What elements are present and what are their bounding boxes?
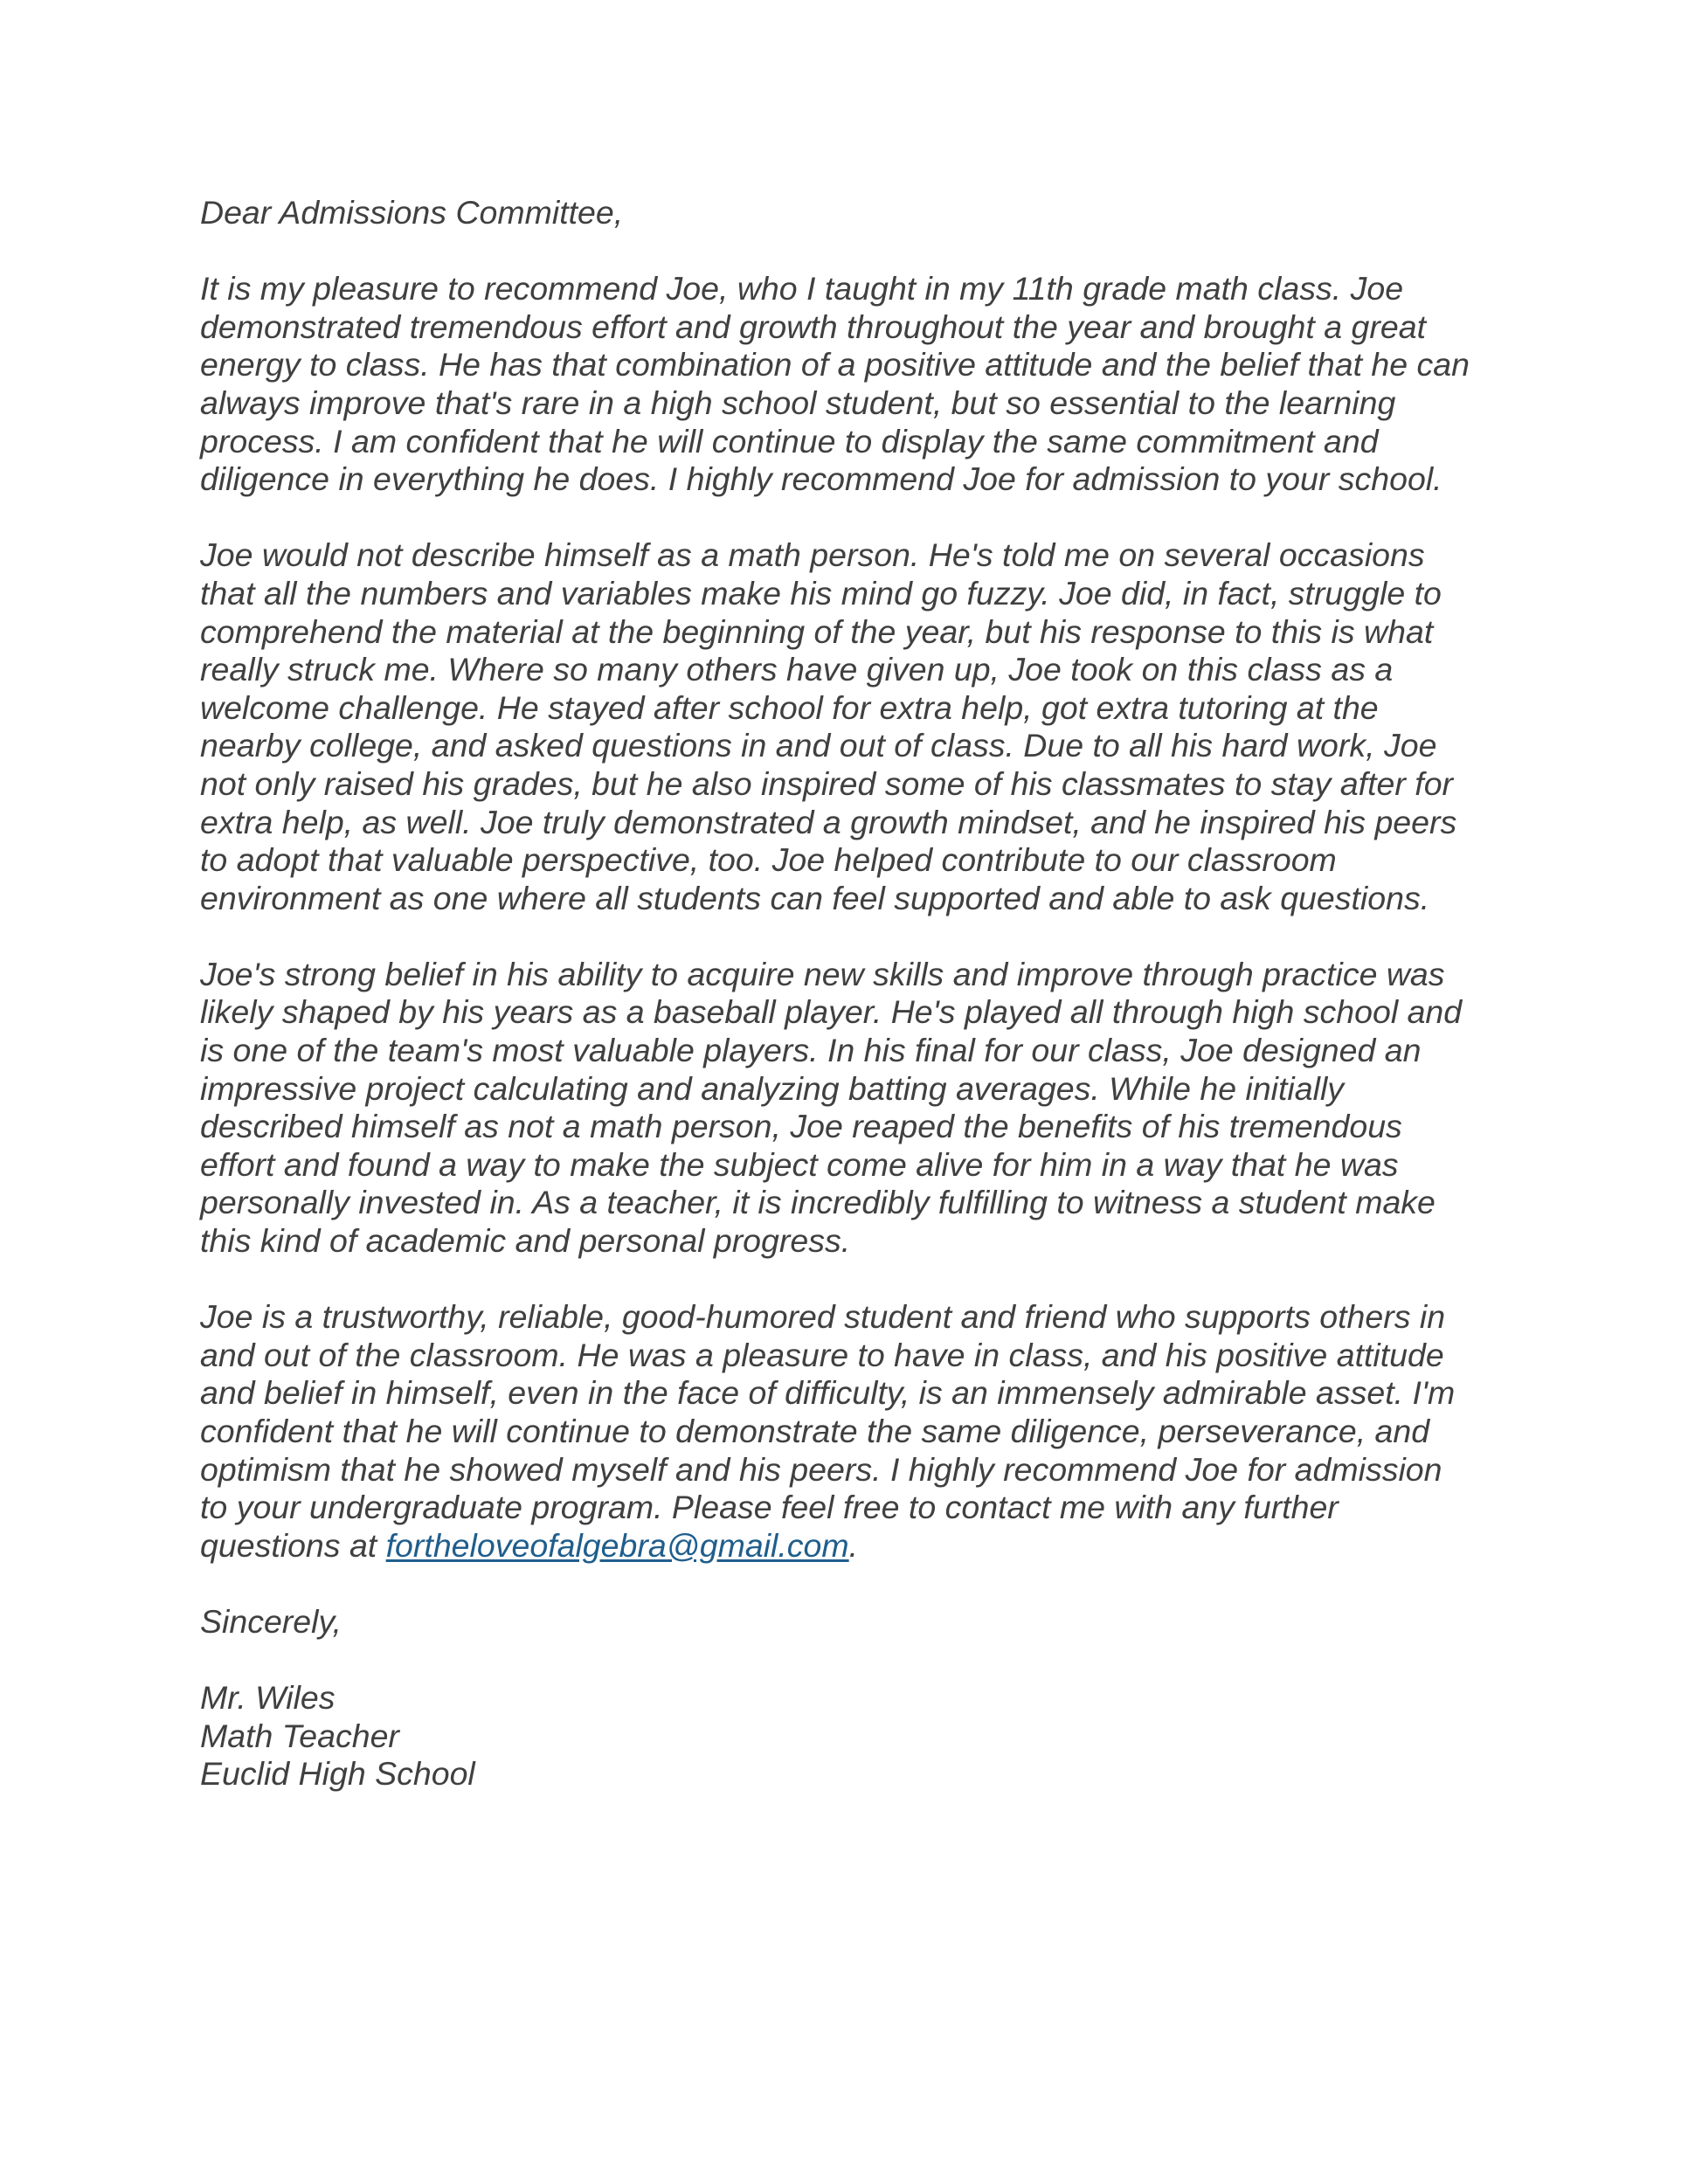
closing: Sincerely, xyxy=(200,1602,342,1640)
signature-school: Euclid High School xyxy=(200,1755,475,1793)
paragraph-4-last-line xyxy=(200,1527,1546,1565)
paragraph-1-line: diligence in everything he does. I highly recommend Joe for admission to your school. xyxy=(200,460,1442,498)
letter-body xyxy=(200,194,1546,1794)
paragraph-1-line: always improve that's rare in a high school student, but so essential to the learning xyxy=(200,384,1396,421)
paragraph-4-line: to your undergraduate program. Please feel free to contact me with any further xyxy=(200,1489,1339,1526)
paragraph-2-line: extra help, as well. Joe truly demonstrated a growth mindset, and he inspired his peers xyxy=(200,803,1457,840)
paragraph-spacer xyxy=(200,499,1546,537)
paragraph-2-line: that all the numbers and variables make his mind go fuzzy. Joe did, in fact, struggle to xyxy=(200,574,1442,612)
paragraph-3-line: personally invested in. As a teacher, it is incredibly fulfilling to witness a student make xyxy=(200,1184,1435,1221)
paragraph-3 xyxy=(200,956,1546,1261)
paragraph-3-line: effort and found a way to make the subject come alive for him in a way that he was xyxy=(200,1145,1399,1183)
paragraph-4-line: and belief in himself, even in the face of difficulty, is an immensely admirable asset. I'm xyxy=(200,1374,1456,1412)
paragraph-3-line: described himself as not a math person, Joe reaped the benefits of his tremendous xyxy=(200,1108,1402,1145)
paragraph-4 xyxy=(200,1298,1546,1565)
paragraph-1-line: process. I am confident that he will continue to display the same commitment and xyxy=(200,422,1379,460)
paragraph-4-last-suffix: . xyxy=(848,1526,859,1564)
paragraph-3-line: likely shaped by his years as a baseball player. He's played all through high school and xyxy=(200,993,1463,1031)
paragraph-1-line: It is my pleasure to recommend Joe, who I taught in my 11th grade math class. Joe xyxy=(200,270,1404,308)
paragraph-3-line: is one of the team's most valuable players. In his final for our class, Joe designed an xyxy=(200,1032,1422,1069)
paragraph-3-line: Joe's strong belief in his ability to acquire new skills and improve through practice was xyxy=(200,955,1445,992)
paragraph-1-line: energy to class. He has that combination of a positive attitude and the belief that he can xyxy=(200,346,1470,384)
paragraph-spacer xyxy=(200,1261,1546,1299)
paragraph-4-line: optimism that he showed myself and his peers. I highly recommend Joe for admission xyxy=(200,1450,1442,1488)
paragraph-2-line: nearby college, and asked questions in and out of class. Due to all his hard work, Joe xyxy=(200,727,1437,764)
signature-name: Mr. Wiles xyxy=(200,1679,336,1717)
paragraph-4-line: Joe is a trustworthy, reliable, good-humored student and friend who supports others in xyxy=(200,1298,1446,1336)
paragraph-1-line: demonstrated tremendous effort and growth throughout the year and brought a great xyxy=(200,308,1426,345)
signature-block xyxy=(200,1679,1546,1794)
paragraph-2-line: environment as one where all students can feel supported and able to ask questions. xyxy=(200,879,1430,916)
paragraph-3-line: impressive project calculating and analyzing batting averages. While he initially xyxy=(200,1069,1345,1107)
paragraph-3-line: this kind of academic and personal progress. xyxy=(200,1222,851,1260)
paragraph-1 xyxy=(200,270,1546,499)
paragraph-2-line: really struck me. Where so many others have given up, Joe took on this class as a xyxy=(200,651,1394,688)
paragraph-4-line: and out of the classroom. He was a pleasure to have in class, and his positive attitude xyxy=(200,1336,1444,1373)
paragraph-2-line: not only raised his grades, but he also inspired some of his classmates to stay after for xyxy=(200,764,1454,802)
paragraph-4-last-prefix: questions at xyxy=(200,1526,386,1564)
paragraph-2-line: Joe would not describe himself as a math person. He's told me on several occasions xyxy=(200,536,1425,574)
paragraph-2-line: welcome challenge. He stayed after school for extra help, got extra tutoring at the xyxy=(200,688,1379,726)
paragraph-4-line: confident that he will continue to demonstrate the same diligence, perseverance, and xyxy=(200,1413,1430,1449)
paragraph-2-line: comprehend the material at the beginning of the year, but his response to this is what xyxy=(200,612,1434,650)
email-link[interactable]: fortheloveofalgebra@gmail.com xyxy=(385,1526,849,1564)
salutation: Dear Admissions Committee, xyxy=(200,194,624,231)
paragraph-spacer xyxy=(200,1565,1546,1603)
signature-title: Math Teacher xyxy=(200,1717,399,1754)
paragraph-spacer xyxy=(200,917,1546,956)
paragraph-spacer xyxy=(200,232,1546,271)
paragraph-2 xyxy=(200,536,1546,917)
paragraph-2-line: to adopt that valuable perspective, too. Joe helped contribute to our classroom xyxy=(200,841,1337,879)
paragraph-spacer xyxy=(200,1641,1546,1680)
